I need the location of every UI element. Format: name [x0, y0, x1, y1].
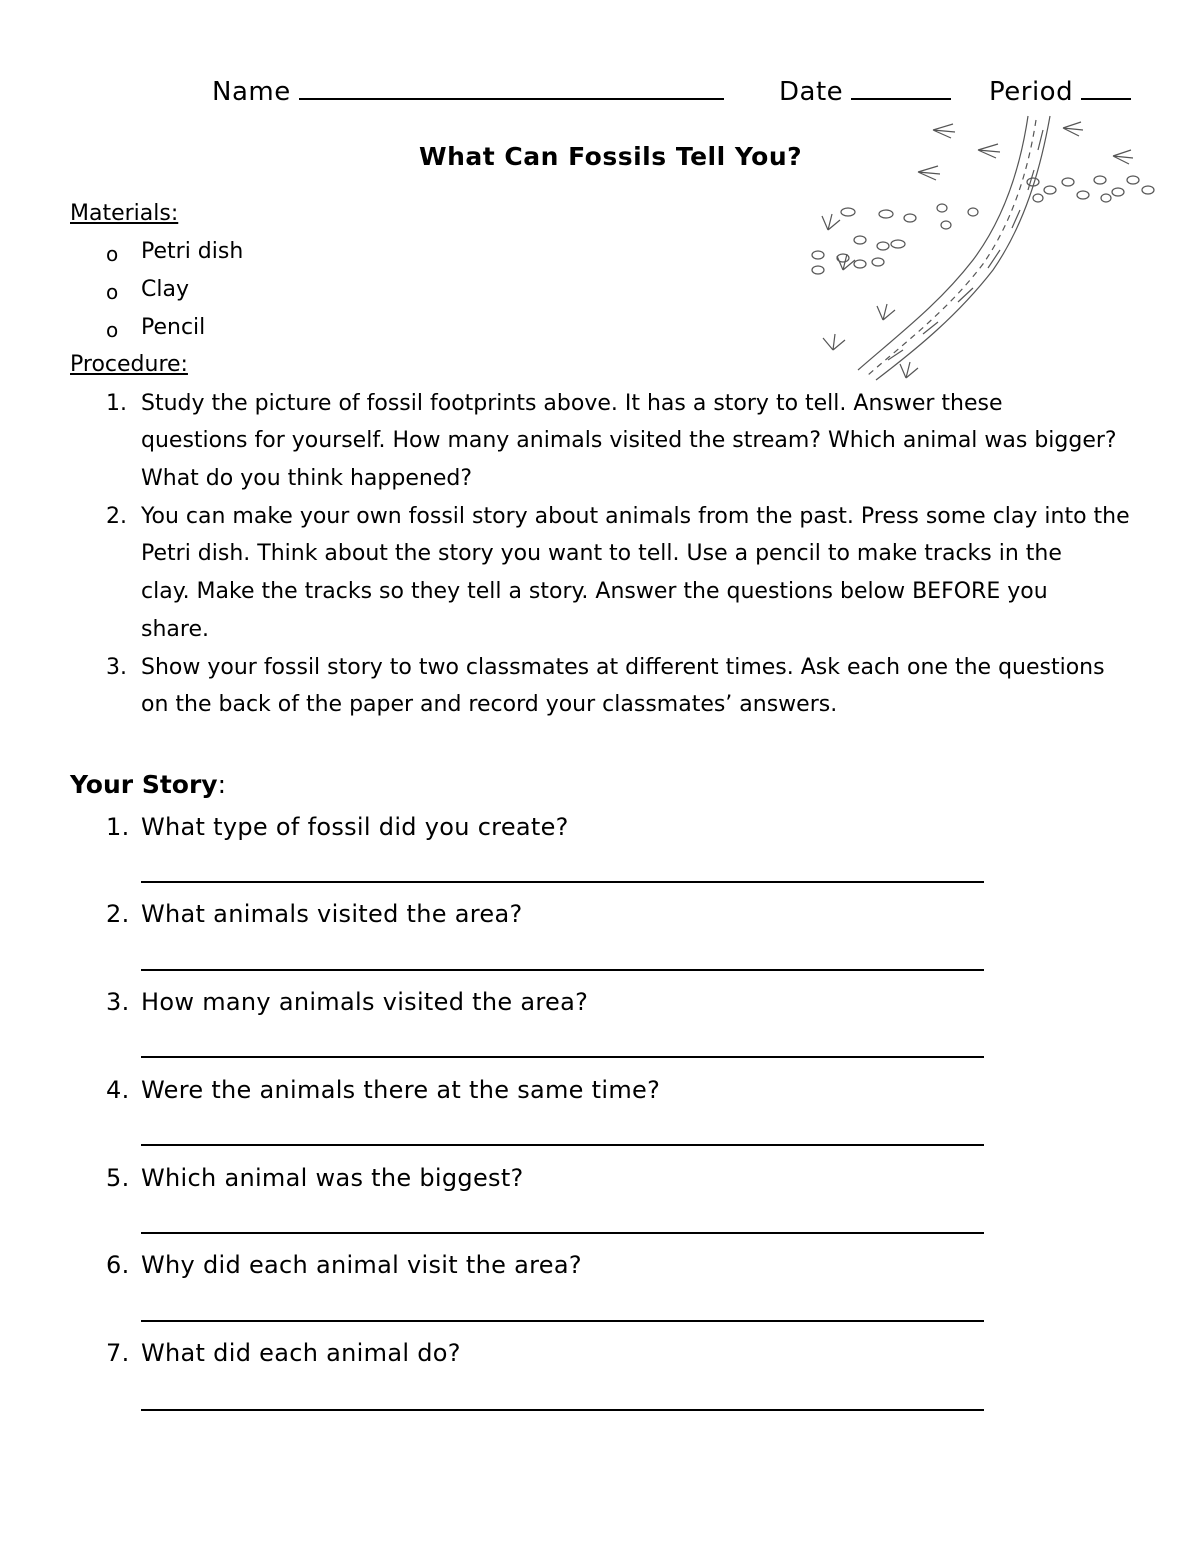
question-text: Why did each animal visit the area? [141, 1251, 582, 1279]
step-line: share. [141, 617, 209, 642]
question-number: 7. [106, 1339, 130, 1367]
date-label: Date [779, 77, 844, 107]
name-field [212, 76, 724, 107]
question-number: 1. [106, 813, 130, 841]
answer-line[interactable] [141, 1144, 984, 1146]
step-line: Petri dish. Think about the story you want to tell. Use a pencil to make tracks in the [141, 541, 1062, 566]
step-number: 2. [106, 504, 127, 529]
question-number: 4. [106, 1076, 130, 1104]
step-line: clay. Make the tracks so they tell a story. Answer the questions below BEFORE you [141, 579, 1048, 604]
step-line: Study the picture of fossil footprints above. It has a story to tell. Answer these [141, 391, 1003, 416]
procedure-heading: Procedure: [70, 352, 188, 377]
your-story-heading [70, 770, 226, 799]
material-item: Petri dish [141, 239, 244, 264]
step-line: questions for yourself. How many animals visited the stream? Which animal was bigger? [141, 428, 1117, 453]
step-line: You can make your own fossil story about animals from the past. Press some clay into the [141, 504, 1130, 529]
worksheet-title: What Can Fossils Tell You? [419, 142, 803, 171]
step-line: What do you think happened? [141, 466, 472, 491]
date-field [779, 76, 951, 107]
bullet-icon: o [106, 280, 119, 304]
answer-line[interactable] [141, 1320, 984, 1322]
question-text: What did each animal do? [141, 1339, 461, 1367]
answer-line[interactable] [141, 881, 984, 883]
answer-line[interactable] [141, 1056, 984, 1058]
answer-line[interactable] [141, 969, 984, 971]
date-blank[interactable] [851, 76, 951, 100]
bullet-icon: o [106, 318, 119, 342]
question-text: Which animal was the biggest? [141, 1164, 524, 1192]
answer-line[interactable] [141, 1232, 984, 1234]
question-number: 2. [106, 900, 130, 928]
step-number: 3. [106, 655, 127, 680]
step-number: 1. [106, 391, 127, 416]
step-line: on the back of the paper and record your classmates’ answers. [141, 692, 838, 717]
name-label: Name [212, 77, 291, 107]
question-number: 3. [106, 988, 130, 1016]
material-item: Pencil [141, 315, 206, 340]
question-text: What type of fossil did you create? [141, 813, 569, 841]
period-blank[interactable] [1081, 76, 1131, 100]
question-number: 6. [106, 1251, 130, 1279]
fossil-footprints-illustration [788, 110, 1164, 392]
period-label: Period [989, 77, 1074, 107]
name-blank[interactable] [299, 76, 724, 100]
step-line: Show your fossil story to two classmates at different times. Ask each one the questions [141, 655, 1105, 680]
question-number: 5. [106, 1164, 130, 1192]
materials-heading: Materials: [70, 201, 179, 226]
question-text: What animals visited the area? [141, 900, 523, 928]
answer-line[interactable] [141, 1409, 984, 1411]
bullet-icon: o [106, 242, 119, 266]
your-story-heading-text: Your Story [70, 770, 218, 799]
question-text: How many animals visited the area? [141, 988, 589, 1016]
your-story-colon: : [217, 770, 227, 799]
question-text: Were the animals there at the same time? [141, 1076, 661, 1104]
material-item: Clay [141, 277, 189, 302]
period-field [989, 76, 1131, 107]
